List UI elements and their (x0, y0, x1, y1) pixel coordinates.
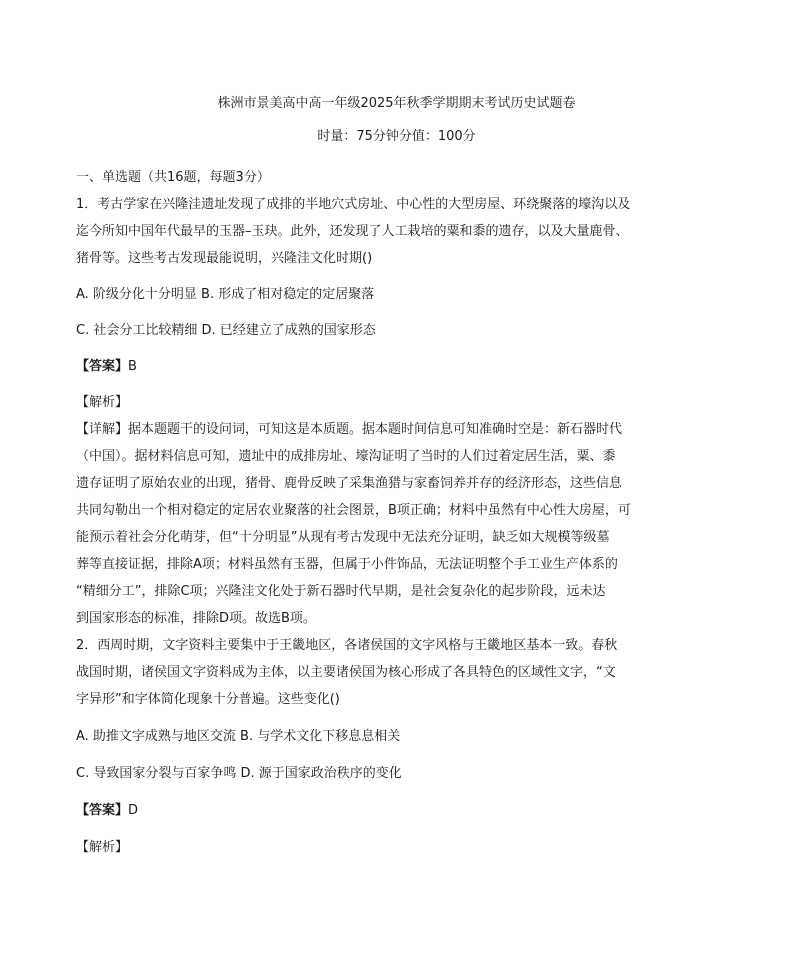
q1-answer (76, 353, 688, 380)
question-2 (76, 632, 688, 861)
answer-tag: 【答案】 (76, 359, 129, 374)
q1-stem-line-3: 猪骨等。这些考古发现最能说明，兴隆洼文化时期() (76, 251, 373, 266)
q2-answer (76, 797, 688, 824)
document-body (76, 164, 688, 861)
q2-options-row-2: C. 导致国家分裂与百家争鸣 D. 源于国家政治秩序的变化 (76, 766, 402, 781)
q2-analysis-tag: 【解析】 (76, 840, 129, 855)
q1-detail-line-3: 遗存证明了原始农业的出现，猪骨、鹿骨反映了采集渔猎与家畜饲养并存的经济形态，这些信息 (76, 476, 623, 491)
q1-detail-line-6: 葬等直接证据，排除A项；材料虽然有玉器，但属于小件饰品，无法证明整个手工业生产体系的 (76, 557, 618, 572)
q1-detail-line-7: “精细分工”，排除C项；兴隆洼文化处于新石器时代早期，是社会复杂化的起步阶段，远未达 (76, 584, 606, 599)
answer-tag: 【答案】 (76, 803, 129, 818)
section-heading: 一、单选题（共16题，每题3分） (76, 170, 270, 185)
q1-options-row-2: C. 社会分工比较精细 D. 已经建立了成熟的国家形态 (76, 323, 376, 338)
q1-detail-line-4: 共同勾勒出一个相对稳定的定居农业聚落的社会图景，B项正确；材料中虽然有中心性大房屋，可 (76, 503, 631, 518)
q1-stem-line-1: 1．考古学家在兴隆洼遗址发现了成排的半地穴式房址、中心性的大型房屋、环绕聚落的壕沟以及 (76, 197, 631, 212)
question-1 (76, 191, 688, 632)
answer-value: D (128, 803, 139, 818)
q1-analysis-tag: 【解析】 (76, 395, 129, 410)
q1-stem-line-2: 迄今所知中国年代最早的玉器–玉玦。此外，还发现了人工栽培的粟和黍的遗存，以及大量鹿骨、 (76, 224, 629, 239)
q1-detail-line-1: 【详解】据本题题干的设问词，可知这是本质题。据本题时间信息可知准确时空是：新石器时代 (76, 422, 623, 437)
q1-detail-line-5: 能预示着社会分化萌芽，但“十分明显”从现有考古发现中无法充分证明，缺乏如大规模等级墓 (76, 530, 610, 545)
answer-value: B (128, 359, 137, 374)
exam-subtitle: 时量：75分钟分值：100分 (317, 129, 476, 144)
q2-stem-line-3: 字异形”和字体简化现象十分普遍。这些变化() (76, 692, 340, 707)
q1-detail-line-2: （中国）。据材料信息可知，遗址中的成排房址、壕沟证明了当时的人们过着定居生活，粟、黍 (76, 449, 616, 464)
q1-detail-line-8: 到国家形态的标准，排除D项。故选B项。 (76, 611, 316, 626)
q2-options-row-1: A. 助推文字成熟与地区交流 B. 与学术文化下移息息相关 (76, 729, 401, 744)
q2-stem-line-1: 2．西周时期，文字资料主要集中于王畿地区，各诸侯国的文字风格与王畿地区基本一致。春秋 (76, 638, 618, 653)
q1-options-row-1: A. 阶级分化十分明显 B. 形成了相对稳定的定居聚落 (76, 287, 375, 302)
exam-title: 株洲市景美高中高一年级2025年秋季学期期末考试历史试题卷 (217, 96, 576, 111)
q2-stem-line-2: 战国时期，诸侯国文字资料成为主体，以主要诸侯国为核心形成了各具特色的区域性文字，“文 (76, 665, 616, 680)
